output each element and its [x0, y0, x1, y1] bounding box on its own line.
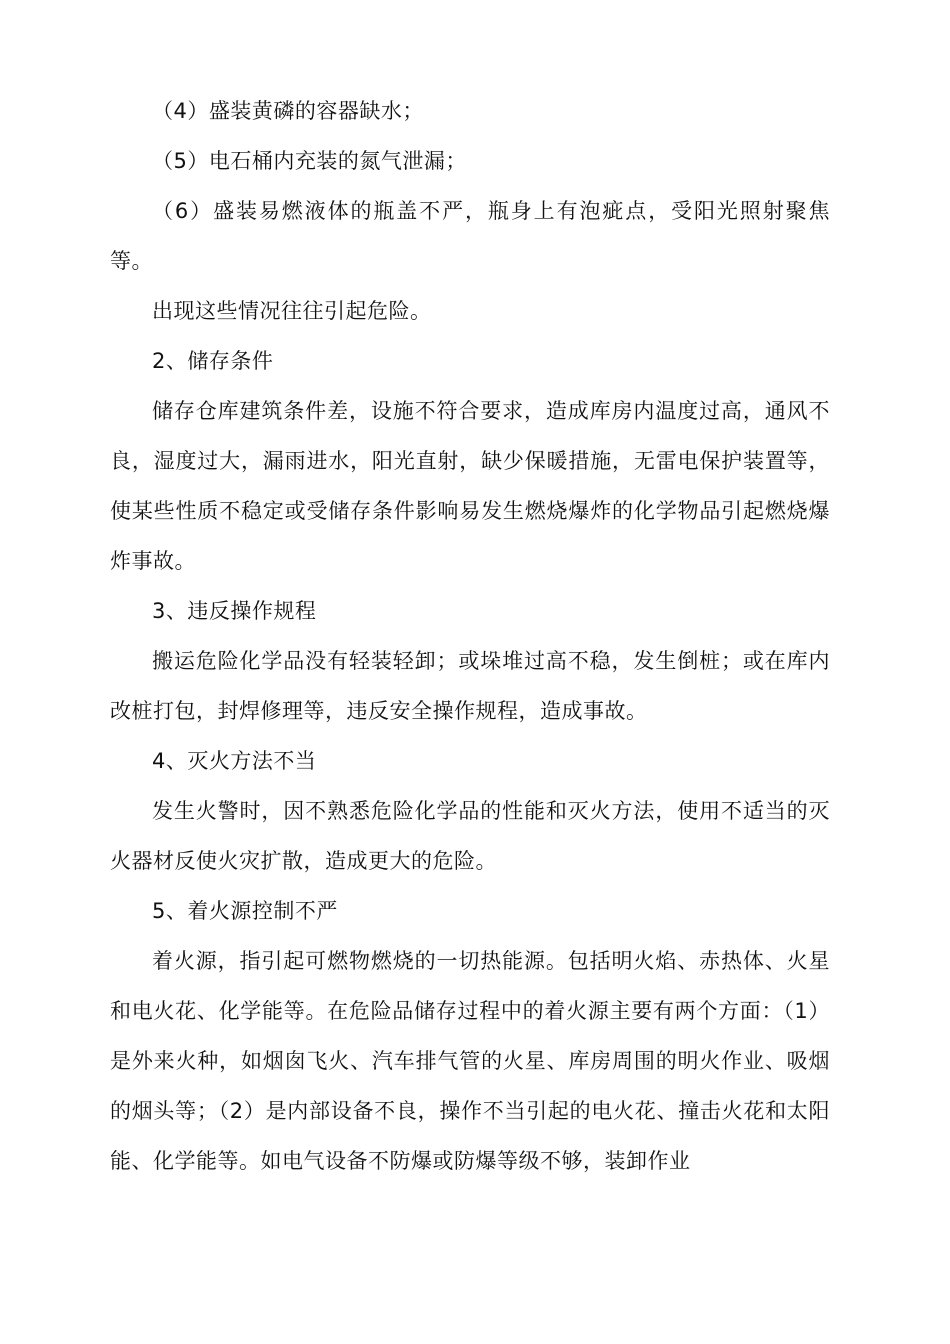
list-item-6: （6）盛装易燃液体的瓶盖不严，瓶身上有泡疵点，受阳光照射聚焦等。: [110, 199, 830, 273]
operating-rules-paragraph: 搬运危险化学品没有轻装轻卸；或垛堆过高不稳，发生倒桩；或在库内改桩打包，封焊修理等，违反安全操作规程，造成事故。: [110, 649, 830, 723]
section-heading-operating-rules: 3、违反操作规程: [152, 599, 317, 623]
list-item-4: （4）盛装黄磷的容器缺水；: [152, 99, 424, 123]
document-page: [110, 86, 830, 1186]
section-heading-fire-fighting: 4、灭火方法不当: [152, 749, 317, 773]
section-heading-ignition-control: 5、着火源控制不严: [152, 899, 338, 923]
summary-paragraph: 出现这些情况往往引起危险。: [152, 299, 432, 323]
list-item-5: （5）电石桶内充装的氮气泄漏；: [152, 149, 467, 173]
ignition-control-paragraph: 着火源，指引起可燃物燃烧的一切热能源。包括明火焰、赤热体、火星和电火花、化学能等。在危险品储存过程中的着火源主要有两个方面：（1）是外来火种，如烟囱飞火、汽车排气管的火星、库房周围的明火作业、吸烟的烟头等；（2）是内部设备不良，操作不当引起的电火花、撞击火花和太阳能、化学能等。如电气设备不防爆或防爆等级不够，装卸作业: [110, 949, 830, 1173]
fire-fighting-paragraph: 发生火警时，因不熟悉危险化学品的性能和灭火方法，使用不适当的灭火器材反使火灾扩散，造成更大的危险。: [110, 799, 830, 873]
storage-conditions-paragraph: 储存仓库建筑条件差，设施不符合要求，造成库房内温度过高，通风不良，湿度过大，漏雨进水，阳光直射，缺少保暖措施，无雷电保护装置等，使某些性质不稳定或受储存条件影响易发生燃烧爆炸的化学物品引起燃烧爆炸事故。: [110, 399, 830, 573]
section-heading-storage-conditions: 2、储存条件: [152, 349, 274, 373]
